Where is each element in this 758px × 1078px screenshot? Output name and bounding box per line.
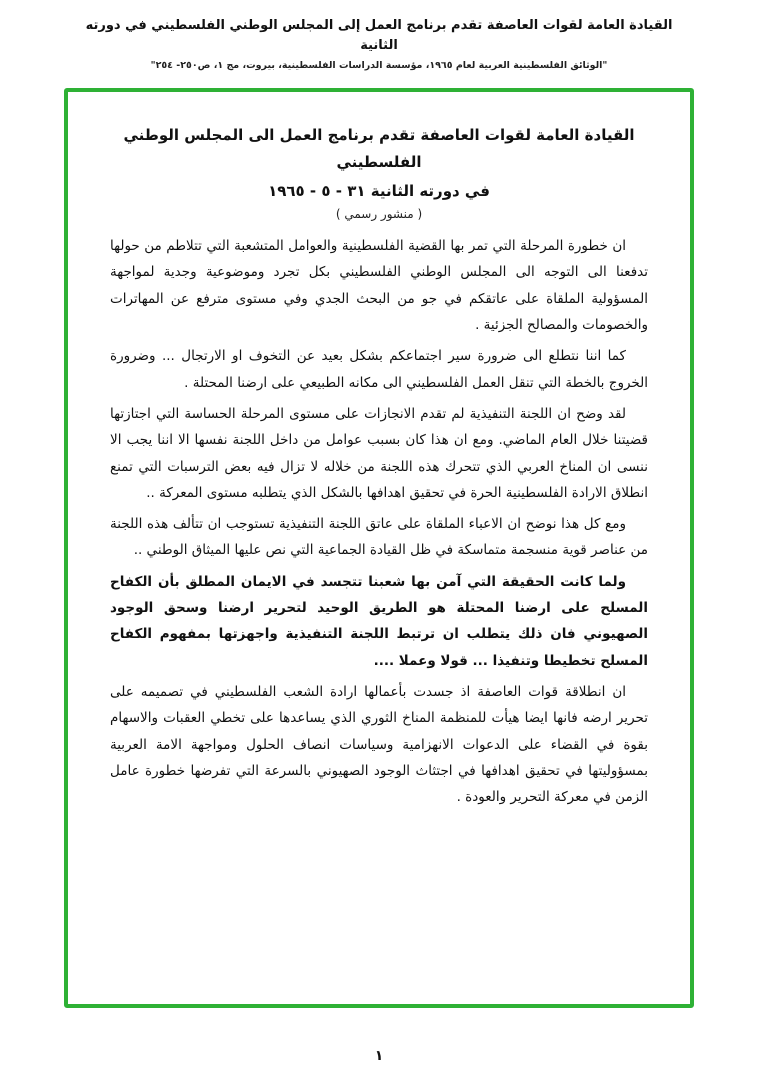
publication-note: ( منشور رسمي ) — [335, 207, 423, 221]
document-title-line-1: القيادة العامة لقوات العاصفة تقدم برنامج العمل الى المجلس الوطني الفلسطيني — [123, 126, 635, 171]
paragraph-4: ومع كل هذا نوضح ان الاعباء الملقاة على عاتق اللجنة التنفيذية تستوجب ان تتألف هذه اللجنة من عناصر قوية منسجمة متماسكة في ظل القيادة الجماعية التي نص عليها الميثاق الوطني .. — [110, 516, 648, 559]
document-title-line-2: في دورته الثانية ٣١ - ٥ - ١٩٦٥ — [268, 182, 490, 200]
paragraph-3: لقد وضح ان اللجنة التنفيذية لم تقدم الانجازات على مستوى المرحلة الحساسة التي اجتازتها قضيتنا خلال العام الماضي. ومع ان هذا كان بسبب عوامل من داخل اللجنة نفسها الا اننا يجب الا ننسى ان المناخ العربي الذي تتحرك هذه اللجنة من خلاله لا تزال فيه بعض الترسبات التي تمنع انطلاق الارادة الفلسطينية الحرة في تحقيق اهدافها بالشكل الذي يتطلبه مستوى المعركة .. — [110, 405, 648, 501]
document-frame — [64, 88, 694, 1008]
page-header — [0, 0, 758, 71]
page-number: ١ — [374, 1048, 384, 1064]
paragraph-5-emphasized: ولما كانت الحقيقة التي آمن بها شعبنا تتجسد في الايمان المطلق بأن الكفاح المسلح على ارضنا المحتلة هو الطريق الوحيد لتحرير ارضنا وسحق الوجود الصهيوني فان ذلك يتطلب ان ترتبط اللجنة التنفيذية واجهزتها بمفهوم الكفاح المسلح تخطيطا وتنفيذا ... قولا وعملا .... — [110, 573, 648, 669]
paragraph-1: ان خطورة المرحلة التي تمر بها القضية الفلسطينية والعوامل المتشعبة التي تتلاطم من حولها تدفعنا الى التوجه الى المجلس الوطني الفلسطيني بكل تجرد وموضوعية وجدية لمواجهة المسؤولية الملقاة على عاتقكم في جو من البحث الجدي وفي مستوى مترفع عن المهاترات والخصومات والمصالح الجزئية . — [110, 238, 648, 333]
source-citation: "الوثائق الفلسطينية العربية لعام ١٩٦٥، مؤسسة الدراسات الفلسطينية، بيروت، مج ١، ص٢٥٠- ٢٥٤" — [150, 60, 608, 71]
paragraph-6: ان انطلاقة قوات العاصفة اذ جسدت بأعمالها ارادة الشعب الفلسطيني في تصميمه على تحرير ارضه فانها ايضا هيأت للمنظمة المناخ الثوري الذي يساعدها على تخطي العقبات والاسهام بقوة في القضاء على الدعوات الانهزامية وسياسات انصاف الحلول ومواجهة الامة العربية بمسؤوليتها في تحقيق اهدافها في اجتثاث الوجود الصهيوني بالسرعة التي تفرضها خطورة عامل الزمن في معركة التحرير والعودة . — [110, 684, 648, 806]
header-title: القيادة العامة لقوات العاصفة تقدم برنامج العمل إلى المجلس الوطني الفلسطيني في دورته الثانية — [85, 18, 673, 53]
paragraph-2: كما اننا نتطلع الى ضرورة سير اجتماعكم بشكل بعيد عن التخوف او الارتجال ... وضرورة الخروج بالخطة التي تنقل العمل الفلسطيني الى مكانه الطبيعي على ارضنا المحتلة . — [110, 348, 648, 391]
